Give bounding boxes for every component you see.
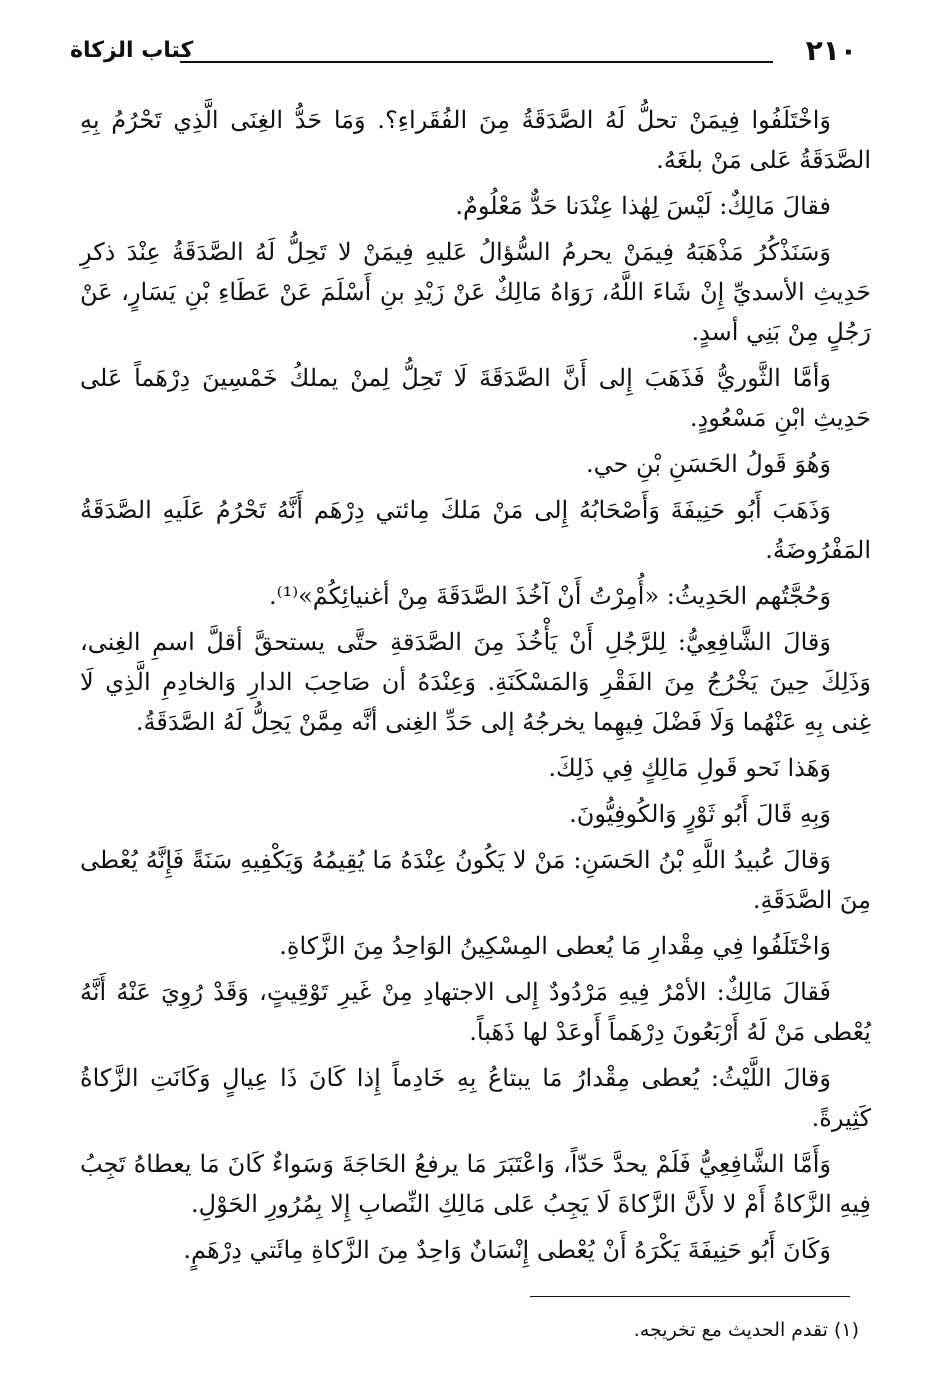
paragraph: وَحُجَّتُهم الحَدِيثُ: «أُمِرْتُ أَنْ آخُذَ الصَّدَقَةَ مِنْ أغنيائِكُمْ»⁽¹⁾. [269,582,831,610]
paragraph: وَذَهَبَ أَبُو حَنِيفَةَ وَأَصْحَابُهُ إِلى مَنْ مَلكَ مِائتي دِرْهَم أَنَّهُ تَحْرُمُ عَلَيهِ الصَّدَقَةُ المَفْرُوضَةُ. [80,496,871,564]
footnote: (١) تقدم الحديث مع تخريجه. [633,1319,859,1341]
book-title: كتاب الزكاة [70,38,194,63]
paragraph: وَقالَ عُبيدُ اللَّهِ بْنُ الحَسَنِ: مَنْ لا يَكُونُ عِنْدَهُ مَا يُقِيمُهُ وَيَكْفِيهِ سَنَةً فَإِنَّهُ يُعْطى مِنَ الصَّدَقَةِ. [80,846,871,914]
main-text [80,100,871,1276]
paragraph: وَأَمَّا الشَّافِعِيُّ فَلَمْ يحدَّ حَدّاً، وَاعْتَبَرَ مَا يرفعُ الحَاجَةَ وَسَواءٌ كَانَ مَا يعطاهُ تَجِبُ فِيهِ الزَّكاةُ أَمْ لا لأَنَّ الزَّكاةَ لَا يَجِبُ عَلى مَالِكِ النِّصابِ إِلا بِمُرُورِ الحَوْلِ. [80,1150,871,1218]
paragraph: وَبِهِ قَالَ أَبُو ثَوْرٍ وَالكُوفِيُّونَ. [569,800,831,828]
paragraph: فَقالَ مَالِكٌ: الأمْرُ فِيهِ مَرْدُودٌ إِلى الاجتهادِ مِنْ غَيرِ تَوْقِيتٍ، وَقَدْ رُوِيَ عَنْهُ أَنَّهُ يُعْطى مَنْ لَهُ أَرْبَعُونَ دِرْهَماً أَوعَدْ لها ذَهَباً. [80,978,871,1046]
paragraph: وَهُوَ قَولُ الحَسَنِ بْنِ حي. [585,450,831,478]
paragraph: وَسَنَذْكُرُ مَذْهَبَهُ فِيمَنْ يحرمُ السُّؤالُ عَليهِ فِيمَنْ لا تَحِلُّ لَهُ الصَّدَقَةُ عِنْدَ ذكرِ حَدِيثِ الأسديِّ إِنْ شَاءَ اللَّهُ، رَوَاهُ مَالِكٌ عَنْ زَيْدِ بنِ أَسْلَمَ عَنْ عَطَاءِ بْنِ يَسَارٍ، عَنْ رَجُلٍ مِنْ بَنِي أسدٍ. [80,238,871,346]
paragraph: وَاخْتَلَفُوا فِيمَنْ تحلُّ لَهُ الصَّدَقَةُ مِنَ الفُقَراءِ؟. وَمَا حَدُّ الغِنَى الَّذِي تَحْرُمُ بِهِ الصَّدَقَةُ عَلى مَنْ بلغَهُ. [80,106,871,174]
paragraph: وَقالَ الشَّافِعِيُّ: لِلرَّجُلِ أَنْ يَأْخُذَ مِنَ الصَّدَقةِ حتَّى يستحقَّ أقلَّ اسمِ الغِنى، وَذَلِكَ حِينَ يَخْرُجُ مِنَ الفَقْرِ وَالمَسْكَنَةِ. وَعِنْدَهُ أن صَاحِبَ الدارِ وَالخادِمِ الَّذِي لَا غِنى بِهِ عَنْهُما وَلَا فَضْلَ فِيهِما يخرجُهُ إلى حَدِّ الغِنى أنَّه مِمَّنْ يَحِلُّ لَهُ الصَّدَقَةُ. [80,628,871,736]
paragraph: وَكَانَ أَبُو حَنِيفَةَ يَكْرَهُ أَنْ يُعْطى إِنْسَانٌ وَاحِدٌ مِنَ الزَّكاةِ مِائَتي دِرْهَمٍ. [183,1236,831,1264]
footnote-rule [530,1296,850,1297]
paragraph: وَهَذا نَحو قَولِ مَالِكٍ فِي ذَلِكَ. [548,754,831,782]
paragraph: وَاخْتَلَفُوا فِي مِقْدارِ مَا يُعطى المِسْكِينُ الوَاحِدُ مِنَ الزَّكاةِ. [279,932,831,960]
paragraph: فقالَ مَالِكٌ: لَيْسَ لِهٰذا عِنْدَنا حَدٌّ مَعْلُومٌ. [455,192,831,220]
paragraph: وَأمَّا الثَّوريُّ فَذَهَبَ إِلى أَنَّ الصَّدَقَةَ لَا تَحِلُّ لِمنْ يملكُ خَمْسِينَ دِرْهَماً عَلى حَدِيثِ ابْنِ مَسْعُودٍ. [80,364,871,432]
page-number: ٢١٠ [805,34,857,67]
page-header [60,30,881,70]
header-rule [180,61,773,63]
paragraph: وَقالَ اللَّيْثُ: يُعطى مِقْدارُ مَا يبتاعُ بِهِ خَادِماً إِذا كَانَ ذَا عِيالٍ وَكَانَتِ الزَّكاةُ كَثِيرةً. [80,1064,871,1132]
